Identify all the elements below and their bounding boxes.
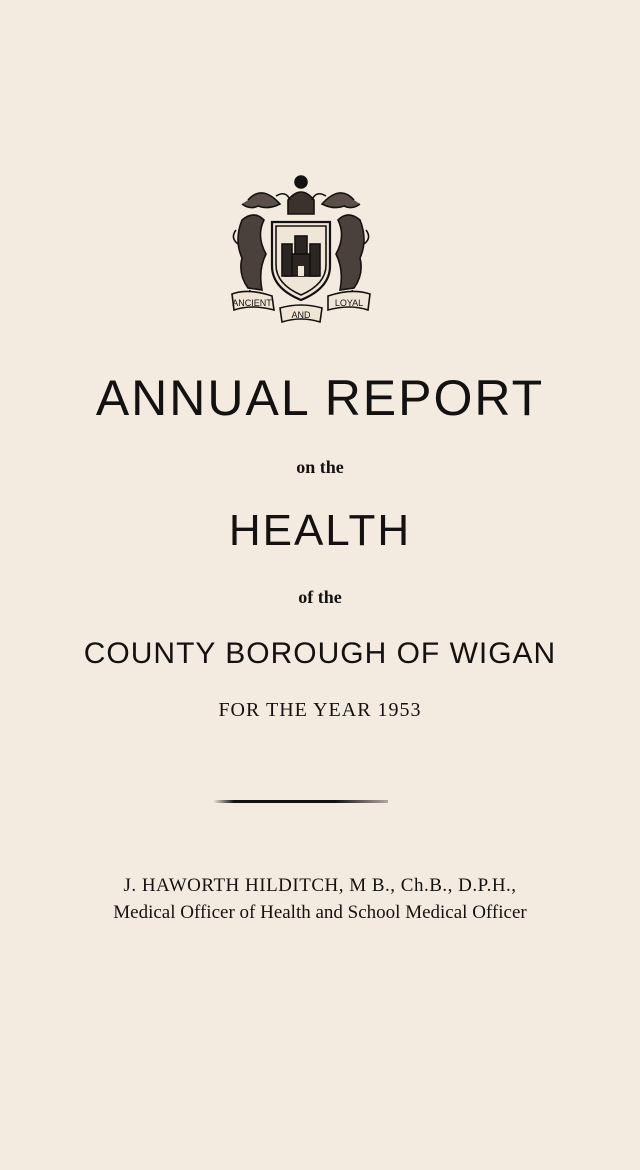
svg-text:AND: AND [291,310,311,320]
title-on-the: on the [296,457,344,477]
divider-rule [213,800,388,803]
title-county-borough: COUNTY BOROUGH OF WIGAN [83,637,557,670]
report-year: FOR THE YEAR 1953 [218,699,422,721]
author-role: Medical Officer of Health and School Medical Officer [113,902,527,923]
author-name: J. HAWORTH HILDITCH, M B., Ch.B., D.P.H., [123,875,517,896]
title-health: HEALTH [228,506,412,555]
svg-text:ANCIENT: ANCIENT [232,298,272,308]
title-of-the: of the [298,587,342,607]
coat-of-arms-icon [228,170,374,326]
title-annual-report: ANNUAL REPORT [95,370,545,426]
svg-text:LOYAL: LOYAL [334,298,364,308]
